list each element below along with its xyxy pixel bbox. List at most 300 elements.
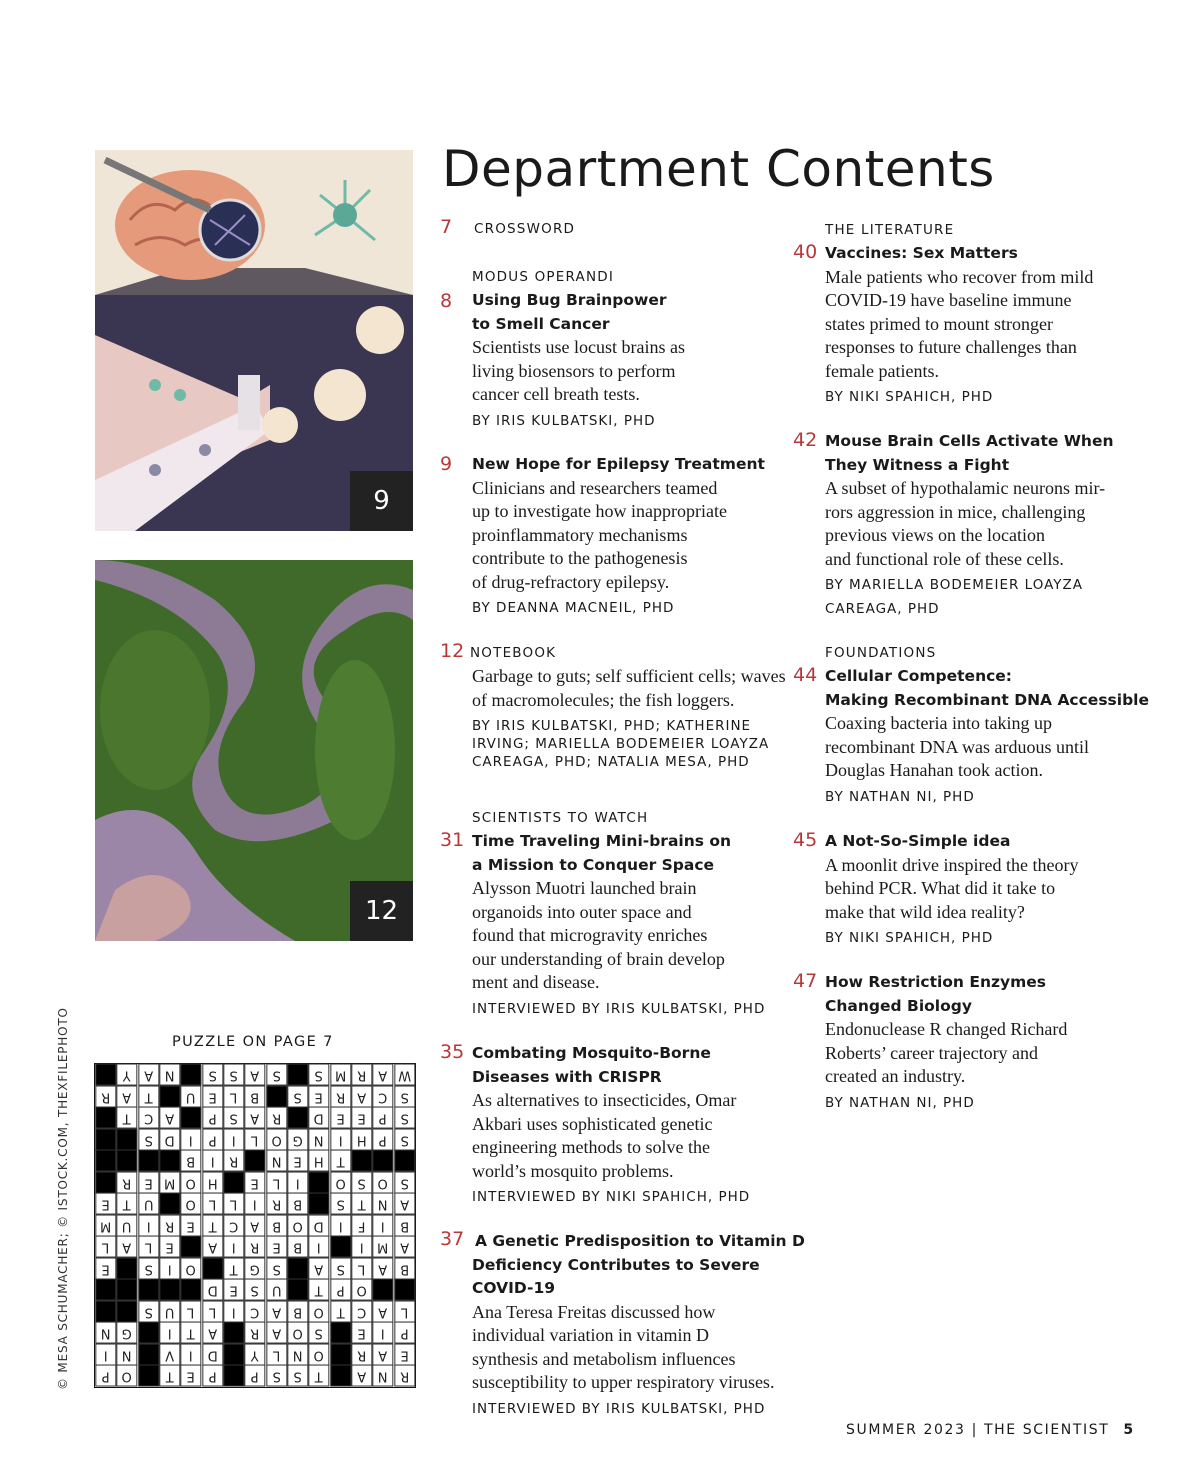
crossword-black-cell — [180, 1279, 201, 1301]
article-title: Making Recombinant DNA Accessible — [825, 690, 1150, 709]
crossword-black-cell — [95, 1301, 116, 1323]
crossword-cell: R — [159, 1215, 180, 1237]
crossword-cell: L — [244, 1129, 265, 1151]
crossword-cell: E — [159, 1236, 180, 1258]
crossword-cell: T — [308, 1365, 329, 1387]
crossword-cell: O — [308, 1344, 329, 1366]
crossword-cell: L — [95, 1236, 116, 1258]
crossword-cell: E — [180, 1215, 201, 1237]
crossword-cell: G — [287, 1129, 308, 1151]
crossword-cell: L — [223, 1193, 244, 1215]
crossword-cell: P — [202, 1107, 223, 1129]
byline: INTERVIEWED BY IRIS KULBATSKI, PHD — [472, 1000, 766, 1017]
article-desc: proinflammatory mechanisms — [472, 524, 688, 545]
article-desc: Male patients who recover from mild — [825, 266, 1094, 287]
page-number: 45 — [793, 829, 818, 851]
crossword-cell: F — [351, 1215, 372, 1237]
crossword-cell: L — [202, 1193, 223, 1215]
crossword-cell: E — [351, 1322, 372, 1344]
section-label: NOTEBOOK — [470, 645, 557, 661]
toc-entry-vaccines[interactable] — [793, 219, 1153, 406]
article-desc: Scientists use locust brains as — [472, 337, 685, 357]
article-title: to Smell Cancer — [472, 314, 610, 333]
page-badge-12: 12 — [350, 881, 413, 941]
article-desc: of macromolecules; the fish loggers. — [472, 689, 735, 710]
crossword-cell: I — [223, 1301, 244, 1323]
toc-entry-pcr[interactable] — [793, 830, 1153, 947]
crossword-cell: R — [351, 1344, 372, 1366]
crossword-cell: E — [223, 1279, 244, 1301]
crossword-cell: S — [394, 1172, 415, 1194]
page-number: 31 — [440, 829, 465, 851]
crossword-cell: M — [330, 1064, 351, 1086]
crossword-cell: T — [308, 1279, 329, 1301]
toc-entry-mouse-brain[interactable] — [793, 430, 1153, 618]
crossword-cell: A — [138, 1064, 159, 1086]
crossword-cell: D — [308, 1107, 329, 1129]
byline: BY IRIS KULBATSKI, PHD; KATHERINE — [472, 718, 752, 734]
article-desc: susceptibility to upper respiratory viruses. — [472, 1372, 775, 1392]
page-number: 35 — [440, 1041, 465, 1063]
crossword-cell: I — [372, 1322, 393, 1344]
crossword-cell: L — [266, 1172, 287, 1194]
crossword-cell: N — [159, 1064, 180, 1086]
crossword-cell: A — [351, 1365, 372, 1387]
crossword-cell: D — [308, 1215, 329, 1237]
page-title: Department Contents — [442, 140, 995, 198]
crossword-black-cell — [138, 1150, 159, 1172]
crossword-cell: U — [116, 1215, 137, 1237]
crossword-cell: I — [330, 1129, 351, 1151]
article-title: Cellular Competence: — [825, 667, 1012, 685]
crossword-cell: C — [372, 1086, 393, 1108]
article-desc: A subset of hypothalamic neurons mir- — [825, 478, 1106, 498]
crossword-cell: R — [223, 1150, 244, 1172]
crossword-cell: E — [287, 1150, 308, 1172]
crossword-cell: H — [308, 1150, 329, 1172]
crossword-cell: P — [330, 1279, 351, 1301]
crossword-black-cell — [330, 1236, 351, 1258]
toc-entry-mosquito[interactable] — [440, 1042, 790, 1206]
crossword-cell: N — [116, 1344, 137, 1366]
crossword-cell: U — [180, 1086, 201, 1108]
crossword-cell: N — [372, 1365, 393, 1387]
crossword-black-cell — [287, 1064, 308, 1086]
page-number: 37 — [440, 1228, 465, 1250]
crossword-cell: T — [159, 1365, 180, 1387]
crossword-cell: I — [180, 1344, 201, 1366]
article-desc: female patients. — [825, 360, 939, 381]
byline: BY DEANNA MACNEIL, PHD — [472, 600, 675, 616]
article-desc: world’s mosquito problems. — [472, 1160, 674, 1181]
crossword-black-cell — [116, 1150, 137, 1172]
crossword-cell: G — [116, 1322, 137, 1344]
article-title: Diseases with CRISPR — [472, 1067, 662, 1086]
crossword-cell: S — [223, 1107, 244, 1129]
crossword-cell: N — [95, 1322, 116, 1344]
crossword-cell: A — [116, 1086, 137, 1108]
crossword-cell: E — [330, 1107, 351, 1129]
crossword-cell: A — [351, 1086, 372, 1108]
article-title: A Not-So-Simple idea — [825, 832, 1011, 850]
crossword-black-cell — [223, 1365, 244, 1387]
crossword-cell: B — [287, 1236, 308, 1258]
crossword-cell: E — [95, 1258, 116, 1280]
crossword-grid — [94, 1063, 416, 1388]
crossword-black-cell — [394, 1279, 415, 1301]
crossword-cell: I — [287, 1172, 308, 1194]
article-title: Combating Mosquito-Borne — [472, 1044, 711, 1062]
toc-entry-epilepsy[interactable] — [440, 453, 780, 617]
crossword-black-cell — [287, 1107, 308, 1129]
crossword-cell: M — [95, 1215, 116, 1237]
crossword-cell: P — [372, 1129, 393, 1151]
crossword-cell: O — [180, 1172, 201, 1194]
crossword-black-cell — [159, 1086, 180, 1108]
article-desc: responses to future challenges than — [825, 337, 1077, 357]
crossword-cell: A — [244, 1215, 265, 1237]
crossword-cell: C — [244, 1301, 265, 1323]
mangrove-river-image — [95, 560, 413, 941]
crossword-cell: O — [351, 1279, 372, 1301]
crossword-cell: I — [330, 1215, 351, 1237]
crossword-cell: H — [202, 1172, 223, 1194]
crossword-cell: T — [202, 1215, 223, 1237]
crossword-cell: A — [202, 1236, 223, 1258]
crossword-black-cell — [138, 1365, 159, 1387]
article-desc: A moonlit drive inspired the theory — [825, 854, 1079, 875]
crossword-black-cell — [287, 1279, 308, 1301]
byline: BY NIKI SPAHICH, PHD — [825, 930, 994, 946]
crossword-cell: A — [202, 1322, 223, 1344]
crossword-cell: P — [202, 1365, 223, 1387]
crossword-cell: B — [394, 1258, 415, 1280]
crossword-cell: A — [372, 1064, 393, 1086]
crossword-cell: N — [308, 1129, 329, 1151]
article-title: Using Bug Brainpower — [472, 291, 667, 309]
crossword-cell: Y — [244, 1344, 265, 1366]
crossword-cell: C — [138, 1107, 159, 1129]
toc-entry-modus-operandi[interactable] — [440, 266, 780, 430]
crossword-black-cell — [138, 1279, 159, 1301]
crossword-black-cell — [330, 1322, 351, 1344]
crossword-cell: S — [202, 1064, 223, 1086]
article-title: New Hope for Epilepsy Treatment — [472, 455, 765, 473]
crossword-cell: L — [351, 1258, 372, 1280]
crossword-cell: L — [223, 1086, 244, 1108]
page-number: 9 — [440, 453, 453, 475]
crossword-cell: O — [180, 1193, 201, 1215]
crossword-black-cell — [180, 1236, 201, 1258]
toc-entry-scientists-to-watch[interactable] — [440, 807, 790, 1018]
crossword-cell: L — [266, 1344, 287, 1366]
section-label: THE LITERATURE — [825, 222, 955, 238]
page-number: 7 — [440, 216, 453, 238]
crossword-cell: T — [116, 1107, 137, 1129]
crossword-cell: A — [266, 1301, 287, 1323]
toc-entry-vitamin-d[interactable] — [440, 1230, 820, 1418]
crossword-cell: I — [95, 1344, 116, 1366]
crossword-cell: A — [244, 1064, 265, 1086]
article-desc: living biosensors to perform — [472, 360, 676, 381]
crossword-cell: S — [266, 1064, 287, 1086]
crossword-black-cell — [330, 1365, 351, 1387]
crossword-cell: S — [138, 1301, 159, 1323]
crossword-black-cell — [180, 1107, 201, 1129]
crossword-cell: D — [159, 1129, 180, 1151]
byline: CAREAGA, PHD; NATALIA MESA, PHD — [472, 754, 750, 770]
article-desc: Clinicians and researchers teamed — [472, 477, 718, 498]
crossword-black-cell — [180, 1064, 201, 1086]
crossword-black-cell — [159, 1150, 180, 1172]
crossword-cell: R — [330, 1086, 351, 1108]
crossword-black-cell — [351, 1150, 372, 1172]
crossword-cell: O — [266, 1129, 287, 1151]
article-desc: Garbage to guts; self sufficient cells; waves — [472, 666, 786, 686]
article-desc: Alysson Muotri launched brain — [472, 878, 697, 898]
crossword-cell: A — [308, 1258, 329, 1280]
crossword-cell: I — [308, 1236, 329, 1258]
article-desc: created an industry. — [825, 1066, 966, 1086]
crossword-cell: P — [394, 1322, 415, 1344]
crossword-cell: T — [138, 1086, 159, 1108]
crossword-cell: Y — [116, 1064, 137, 1086]
crossword-cell: S — [394, 1107, 415, 1129]
crossword-cell: B — [287, 1301, 308, 1323]
article-desc: and functional role of these cells. — [825, 548, 1064, 569]
crossword-cell: R — [116, 1172, 137, 1194]
byline: BY NIKI SPAHICH, PHD — [825, 389, 994, 405]
byline: IRVING; MARIELLA BODEMEIER LOAYZA — [472, 736, 770, 752]
crossword-cell: I — [372, 1215, 393, 1237]
crossword-black-cell — [244, 1150, 265, 1172]
crossword-cell: S — [266, 1258, 287, 1280]
crossword-cell: E — [394, 1344, 415, 1366]
crossword-cell: R — [244, 1322, 265, 1344]
brain-biosensor-image — [95, 150, 413, 531]
crossword-cell: U — [138, 1193, 159, 1215]
crossword-black-cell — [287, 1258, 308, 1280]
crossword-cell: A — [372, 1258, 393, 1280]
crossword-cell: T — [223, 1258, 244, 1280]
crossword-cell: O — [180, 1258, 201, 1280]
crossword-cell: C — [223, 1215, 244, 1237]
crossword-cell: P — [95, 1365, 116, 1387]
crossword-cell: A — [372, 1301, 393, 1323]
article-desc: organoids into outer space and — [472, 901, 692, 922]
crossword-cell: D — [202, 1344, 223, 1366]
crossword-cell: S — [394, 1086, 415, 1108]
crossword-cell: B — [244, 1086, 265, 1108]
crossword-cell: O — [372, 1172, 393, 1194]
crossword-black-cell — [202, 1258, 223, 1280]
article-desc: of drug-refractory epilepsy. — [472, 571, 670, 592]
section-label: MODUS OPERANDI — [472, 269, 615, 285]
toc-entry-restriction-enzymes[interactable] — [793, 971, 1153, 1112]
page-number: 8 — [440, 290, 453, 312]
byline: BY NATHAN NI, PHD — [825, 788, 975, 805]
page-number: 40 — [793, 241, 818, 263]
crossword-cell: S — [266, 1365, 287, 1387]
crossword-cell: M — [159, 1172, 180, 1194]
page-badge-9: 9 — [350, 471, 413, 531]
article-desc: Roberts’ career trajectory and — [825, 1042, 1039, 1063]
crossword-cell: V — [159, 1344, 180, 1366]
byline: INTERVIEWED BY NIKI SPAHICH, PHD — [472, 1189, 751, 1205]
crossword-black-cell — [95, 1279, 116, 1301]
crossword-cell: U — [159, 1301, 180, 1323]
crossword-black-cell — [159, 1279, 180, 1301]
crossword-cell: D — [202, 1279, 223, 1301]
crossword-black-cell — [308, 1193, 329, 1215]
page-number: 44 — [793, 664, 818, 686]
crossword-black-cell — [95, 1150, 116, 1172]
article-desc: As alternatives to insecticides, Omar — [472, 1090, 737, 1110]
crossword-cell: L — [202, 1301, 223, 1323]
crossword-cell: I — [159, 1322, 180, 1344]
article-desc: synthesis and metabolism influences — [472, 1348, 736, 1369]
page-number: 47 — [793, 970, 818, 992]
crossword-cell: E — [244, 1172, 265, 1194]
section-label: SCIENTISTS TO WATCH — [472, 810, 649, 826]
crossword-cell: T — [330, 1301, 351, 1323]
article-title: They Witness a Fight — [825, 455, 1010, 474]
article-desc: COVID-19 have baseline immune — [825, 290, 1072, 310]
section-label: FOUNDATIONS — [825, 645, 937, 661]
article-desc: states primed to mount stronger — [825, 313, 1053, 334]
crossword-cell: N — [287, 1344, 308, 1366]
toc-entry-notebook[interactable] — [440, 642, 790, 771]
article-title: A Genetic Predisposition to Vitamin D — [475, 1232, 805, 1250]
article-desc: cancer cell breath tests. — [472, 384, 640, 404]
crossword-black-cell — [330, 1344, 351, 1366]
crossword-black-cell — [223, 1322, 244, 1344]
crossword-cell: I — [351, 1236, 372, 1258]
crossword-cell: A — [372, 1344, 393, 1366]
article-desc: up to investigate how inappropriate — [472, 501, 727, 521]
crossword-cell: S — [330, 1193, 351, 1215]
crossword-cell: E — [138, 1172, 159, 1194]
crossword-cell: L — [394, 1301, 415, 1323]
crossword-cell: A — [266, 1322, 287, 1344]
crossword-cell: B — [180, 1150, 201, 1172]
crossword-black-cell — [116, 1258, 137, 1280]
page-number: 12 — [440, 640, 465, 662]
crossword-cell: W — [394, 1064, 415, 1086]
page-number-footer: 5 — [1123, 1422, 1135, 1438]
crossword-cell: S — [308, 1064, 329, 1086]
crossword-cell: S — [223, 1064, 244, 1086]
crossword-black-cell — [372, 1150, 393, 1172]
crossword-cell: S — [351, 1172, 372, 1194]
article-title: Mouse Brain Cells Activate When — [825, 432, 1114, 450]
crossword-cell: S — [287, 1365, 308, 1387]
crossword-black-cell — [138, 1322, 159, 1344]
crossword-cell: E — [351, 1107, 372, 1129]
crossword-black-cell — [116, 1301, 137, 1323]
crossword-cell: S — [330, 1258, 351, 1280]
crossword-cell: R — [95, 1086, 116, 1108]
article-title: Deficiency Contributes to Severe COVID-19 — [472, 1255, 760, 1297]
article-desc: Endonuclease R changed Richard — [825, 1019, 1068, 1039]
article-desc: Akbari uses sophisticated genetic — [472, 1113, 713, 1134]
crossword-cell: I — [180, 1129, 201, 1151]
crossword-cell: L — [180, 1301, 201, 1323]
article-desc: our understanding of brain develop — [472, 948, 725, 969]
article-desc: Coaxing bacteria into taking up — [825, 713, 1052, 733]
article-desc: make that wild idea reality? — [825, 901, 1025, 922]
crossword-cell: E — [180, 1365, 201, 1387]
article-desc: ment and disease. — [472, 972, 600, 992]
article-desc: Douglas Hanahan took action. — [825, 760, 1043, 780]
crossword-cell: G — [244, 1258, 265, 1280]
crossword-cell: T — [116, 1193, 137, 1215]
crossword-cell: E — [308, 1086, 329, 1108]
crossword-cell: I — [244, 1193, 265, 1215]
crossword-black-cell — [266, 1086, 287, 1108]
crossword-cell: E — [95, 1193, 116, 1215]
article-desc: rors aggression in mice, challenging — [825, 501, 1086, 522]
section-label: CROSSWORD — [474, 221, 576, 237]
crossword-cell: A — [159, 1107, 180, 1129]
article-desc: found that microgravity enriches — [472, 925, 708, 945]
crossword-black-cell — [138, 1344, 159, 1366]
article-title: a Mission to Conquer Space — [472, 855, 715, 874]
byline: BY IRIS KULBATSKI, PHD — [472, 412, 656, 429]
crossword-cell: A — [244, 1107, 265, 1129]
page-footer — [846, 1422, 1135, 1438]
crossword-black-cell — [95, 1064, 116, 1086]
crossword-black-cell — [159, 1193, 180, 1215]
crossword-cell: S — [138, 1129, 159, 1151]
puzzle-label: PUZZLE ON PAGE 7 — [172, 1034, 334, 1050]
article-title: Time Traveling Mini-brains on — [472, 832, 732, 850]
article-desc: individual variation in vitamin D — [472, 1325, 709, 1345]
crossword-cell: S — [394, 1129, 415, 1151]
photo-credit: © MESA SCHUMACHER; © ISTOCK.COM, THEXFILEPHOTO — [56, 1007, 70, 1390]
crossword-black-cell — [372, 1279, 393, 1301]
article-title: Changed Biology — [825, 996, 972, 1015]
crossword-cell: S — [138, 1258, 159, 1280]
crossword-cell: P — [372, 1107, 393, 1129]
crossword-cell: E — [202, 1086, 223, 1108]
article-desc: Ana Teresa Freitas discussed how — [472, 1301, 716, 1322]
crossword-cell: M — [372, 1236, 393, 1258]
byline: BY MARIELLA BODEMEIER LOAYZA — [825, 577, 1083, 593]
article-desc: previous views on the location — [825, 525, 1045, 545]
crossword-cell: N — [372, 1193, 393, 1215]
crossword-cell: O — [308, 1301, 329, 1323]
crossword-cell: R — [394, 1365, 415, 1387]
crossword-cell: E — [266, 1236, 287, 1258]
toc-entry-foundations[interactable] — [793, 642, 1163, 806]
article-desc: contribute to the pathogenesis — [472, 548, 688, 568]
crossword-cell: S — [244, 1279, 265, 1301]
toc-entry-crossword[interactable] — [440, 218, 780, 241]
byline: CAREAGA, PHD — [825, 601, 940, 617]
crossword-cell: I — [223, 1129, 244, 1151]
article-title: How Restriction Enzymes — [825, 973, 1047, 991]
crossword-cell: I — [223, 1236, 244, 1258]
crossword-cell: A — [116, 1236, 137, 1258]
crossword-cell: P — [202, 1129, 223, 1151]
issue-label: SUMMER 2023 | THE SCIENTIST — [846, 1422, 1110, 1438]
crossword-black-cell — [308, 1172, 329, 1194]
crossword-cell: I — [202, 1150, 223, 1172]
crossword-cell: B — [287, 1193, 308, 1215]
article-desc: engineering methods to solve the — [472, 1137, 710, 1157]
crossword-cell: N — [266, 1150, 287, 1172]
